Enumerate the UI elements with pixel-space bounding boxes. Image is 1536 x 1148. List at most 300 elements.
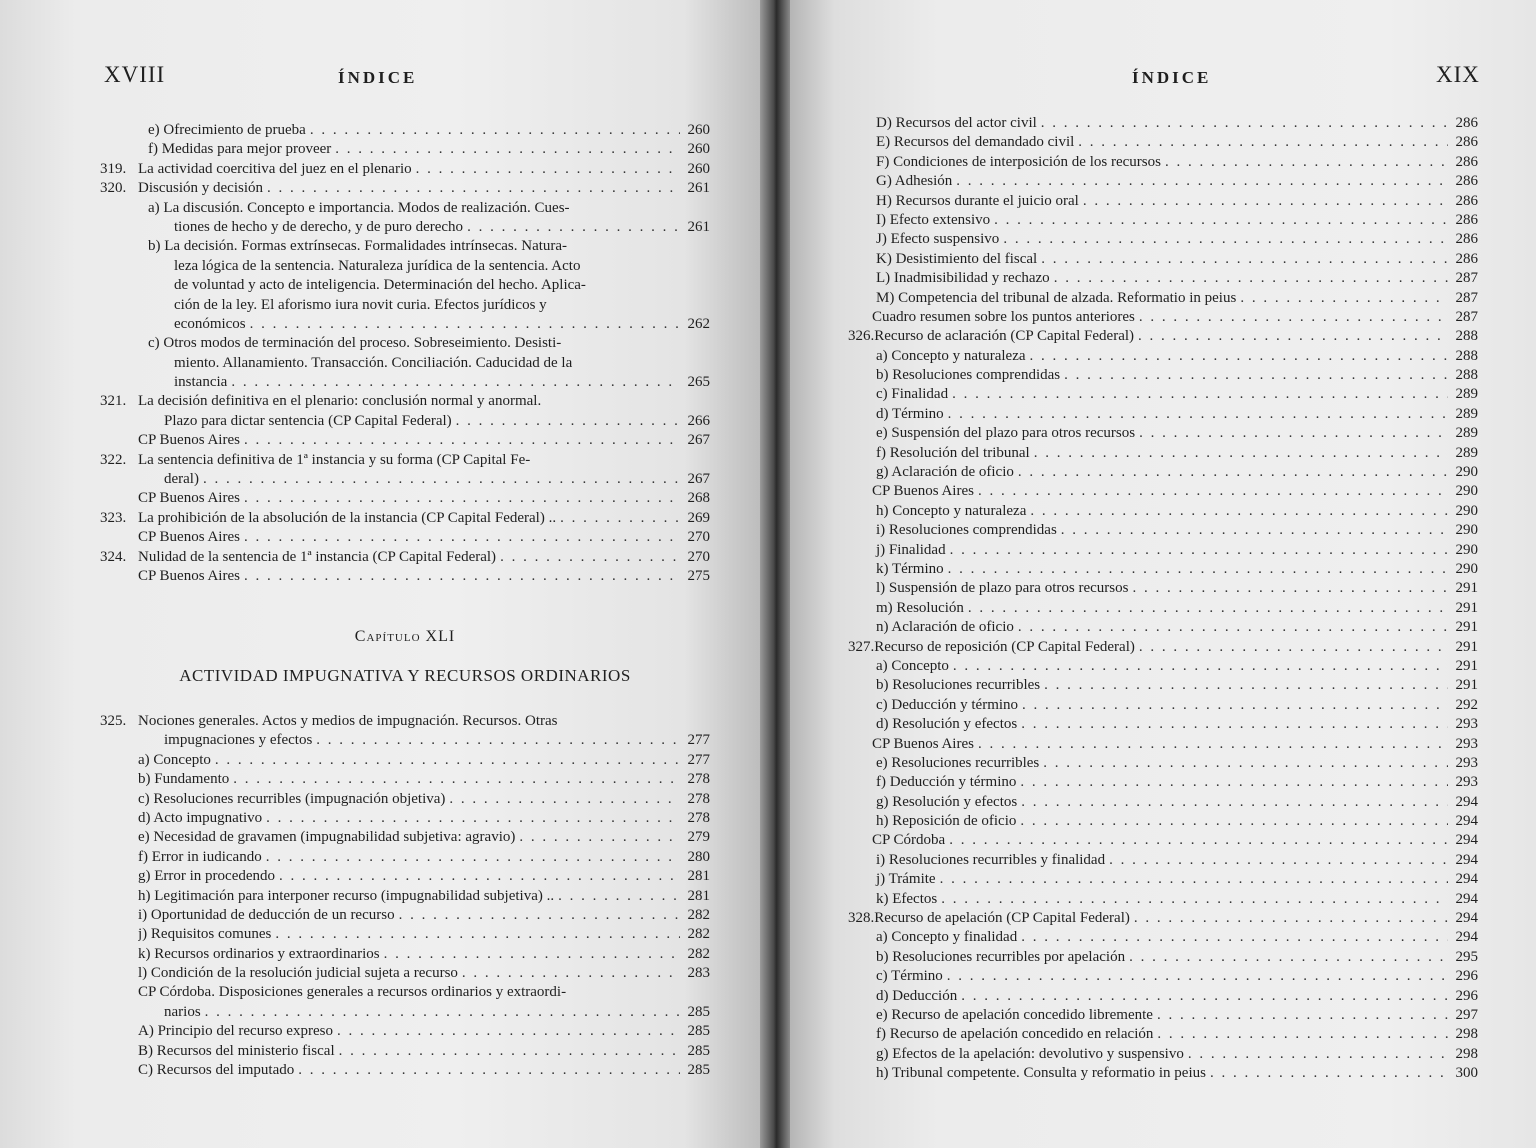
toc-line: [100, 354, 710, 373]
dot-leader: [310, 121, 680, 140]
page-number: 270: [687, 548, 710, 565]
toc-line: [100, 906, 710, 925]
dot-leader: [978, 482, 1448, 501]
dot-leader: [449, 790, 680, 809]
dot-leader: [1129, 948, 1448, 967]
entry-text: f) Resolución del tribunal: [876, 444, 1030, 461]
dot-leader: [1021, 793, 1448, 812]
left-running-head: ÍNDICE: [338, 68, 418, 87]
entry-text: impugnaciones y efectos: [164, 732, 313, 749]
dot-leader: [519, 828, 680, 847]
entry-text: F) Condiciones de interposición de los recursos: [876, 153, 1161, 170]
entry-text: g) Efectos de la apelación: devolutivo y suspensivo: [876, 1045, 1184, 1062]
right-running-head: ÍNDICE: [1132, 68, 1212, 87]
toc-line: [872, 735, 1478, 754]
toc-line: [100, 315, 710, 334]
dot-leader: [467, 218, 680, 237]
dot-leader: [1132, 579, 1448, 598]
entry-text: La actividad coercitiva del juez en el plenario: [138, 160, 412, 177]
dot-leader: [558, 887, 680, 906]
entry-text: e) Suspensión del plazo para otros recursos: [876, 425, 1136, 442]
page-number: 295: [1455, 948, 1478, 965]
toc-line: [100, 179, 710, 198]
toc-line: [100, 867, 710, 886]
page-number: 266: [687, 412, 710, 429]
toc-line: [872, 114, 1478, 133]
dot-leader: [1139, 308, 1448, 327]
toc-line: [872, 851, 1478, 870]
page-number: 294: [1455, 910, 1478, 927]
dot-leader: [948, 560, 1448, 579]
toc-line: [100, 828, 710, 847]
dot-leader: [1030, 502, 1448, 521]
dot-leader: [978, 735, 1448, 754]
toc-line: [100, 160, 710, 179]
toc-line: [100, 470, 710, 489]
page-number: 285: [687, 1042, 710, 1059]
toc-line: [872, 347, 1478, 366]
entry-text: l) Suspensión de plazo para otros recursos: [876, 580, 1129, 597]
toc-line: [872, 192, 1478, 211]
entry-text: Nulidad de la sentencia de 1ª instancia (CP Capital Federal): [138, 548, 497, 565]
page-number: 292: [1455, 696, 1478, 713]
dot-leader: [335, 140, 680, 159]
toc-line: [848, 638, 1478, 657]
entry-text: a) Concepto y finalidad: [876, 929, 1018, 946]
dot-leader: [1078, 133, 1448, 152]
dot-leader: [384, 945, 680, 964]
right-folio: XIX: [1436, 62, 1480, 87]
left-toc-bottom: [100, 712, 710, 1080]
page-number: 286: [1455, 173, 1478, 190]
page-number: 282: [687, 926, 710, 943]
page-number: 286: [1455, 211, 1478, 228]
right-page: [790, 0, 1536, 1148]
toc-line: [872, 463, 1478, 482]
toc-line: [100, 548, 710, 567]
dot-leader: [1022, 696, 1448, 715]
entry-text: d) Acto impugnativo: [138, 809, 263, 826]
toc-line: [100, 431, 710, 450]
entry-text: tiones de hecho y de derecho, y de puro derecho: [174, 218, 464, 235]
page-number: 287: [1455, 308, 1478, 325]
page-number: 270: [687, 529, 710, 546]
page-number: 286: [1455, 192, 1478, 209]
dot-leader: [560, 509, 680, 528]
toc-line: [872, 618, 1478, 637]
entry-number: 327.: [848, 638, 875, 655]
entry-text: c) Finalidad: [876, 386, 949, 403]
toc-line: [872, 541, 1478, 560]
dot-leader: [1018, 463, 1448, 482]
dot-leader: [1044, 676, 1448, 695]
toc-line: [100, 925, 710, 944]
page-number: 290: [1455, 560, 1478, 577]
entry-text: d) Deducción: [876, 987, 958, 1004]
toc-line: [100, 334, 710, 353]
entry-text: La decisión definitiva en el plenario: conclusión normal y anormal.: [138, 393, 542, 410]
page-number: 261: [687, 180, 710, 197]
page-number: 290: [1455, 483, 1478, 500]
toc-line: [872, 754, 1478, 773]
entry-text: i) Oportunidad de deducción de un recurso: [138, 906, 395, 923]
entry-text: f) Recurso de apelación concedido en relación: [876, 1026, 1154, 1043]
entry-text: c) Otros modos de terminación del proceso. Sobreseimiento. Desisti-: [148, 335, 562, 352]
page-number: 285: [687, 1062, 710, 1079]
dot-leader: [940, 870, 1448, 889]
page-number: 267: [687, 471, 710, 488]
page-number: 277: [687, 751, 710, 768]
entry-text: b) Fundamento: [138, 771, 230, 788]
entry-text: k) Término: [876, 560, 944, 577]
entry-text: L) Inadmisibilidad y rechazo: [876, 270, 1050, 287]
entry-text: h) Reposición de oficio: [876, 813, 1017, 830]
entry-text: c) Término: [876, 968, 943, 985]
entry-text: Recurso de apelación (CP Capital Federal): [874, 910, 1130, 927]
toc-line: [872, 444, 1478, 463]
entry-text: b) Resoluciones comprendidas: [876, 367, 1061, 384]
dot-leader: [416, 160, 680, 179]
dot-leader: [244, 489, 680, 508]
toc-line: [100, 983, 710, 1002]
page-number: 291: [1455, 657, 1478, 674]
toc-line: [872, 405, 1478, 424]
dot-leader: [275, 925, 680, 944]
page-number: 291: [1455, 677, 1478, 694]
toc-line: [100, 1042, 710, 1061]
entry-text: I) Efecto extensivo: [876, 211, 991, 228]
entry-text: miento. Allanamiento. Transacción. Conciliación. Caducidad de la: [174, 354, 573, 371]
entry-text: de voluntad y acto de inteligencia. Determinación del hecho. Aplica-: [174, 277, 586, 294]
toc-line: [872, 133, 1478, 152]
entry-number: 319.: [100, 160, 127, 177]
entry-text: h) Legitimación para interponer recurso (impugnabilidad subjetiva) ..: [138, 887, 555, 904]
entry-text: e) Recurso de apelación concedido libremente: [876, 1006, 1153, 1023]
dot-leader: [950, 541, 1448, 560]
entry-text: f) Error in iudicando: [138, 848, 262, 865]
page-number: 300: [1455, 1065, 1478, 1082]
page-number: 282: [687, 906, 710, 923]
page-number: 277: [687, 732, 710, 749]
dot-leader: [244, 567, 680, 586]
toc-line: [872, 1025, 1478, 1044]
toc-line: [100, 887, 710, 906]
entry-text: g) Error in procedendo: [138, 868, 276, 885]
toc-line: [100, 509, 710, 528]
toc-line: [872, 153, 1478, 172]
entry-text: CP Córdoba: [872, 832, 946, 849]
toc-line: [872, 385, 1478, 404]
entry-text: e) Necesidad de gravamen (impugnabilidad subjetiva: agravio): [138, 829, 516, 846]
entry-text: Recurso de aclaración (CP Capital Federal): [874, 328, 1135, 345]
entry-text: Nociones generales. Actos y medios de impugnación. Recursos. Otras: [138, 713, 558, 729]
toc-line: [100, 567, 710, 586]
dot-leader: [1139, 638, 1448, 657]
toc-line: [100, 945, 710, 964]
dot-leader: [203, 470, 680, 489]
toc-line: [100, 790, 710, 809]
page-number: 265: [687, 374, 710, 391]
page-number: 278: [687, 790, 710, 807]
dot-leader: [1041, 250, 1448, 269]
entry-text: c) Deducción y término: [876, 696, 1019, 713]
toc-line: [100, 964, 710, 983]
entry-text: La sentencia definitiva de 1ª instancia y su forma (CP Capital Fe-: [138, 451, 531, 468]
page-number: 293: [1455, 754, 1478, 771]
page-number: 294: [1455, 890, 1478, 907]
page-number: 294: [1455, 871, 1478, 888]
dot-leader: [1138, 327, 1448, 346]
toc-line: [872, 812, 1478, 831]
page-number: 281: [687, 887, 710, 904]
toc-line: [100, 809, 710, 828]
entry-text: m) Resolución: [876, 599, 964, 616]
dot-leader: [316, 731, 680, 750]
dot-leader: [994, 211, 1448, 230]
entry-text: E) Recursos del demandado civil: [876, 134, 1075, 151]
toc-line: [848, 327, 1478, 346]
toc-line: [100, 373, 710, 392]
page-number: 289: [1455, 405, 1478, 422]
toc-line: [100, 848, 710, 867]
toc-line: [100, 218, 710, 237]
entry-text: f) Deducción y término: [876, 774, 1017, 791]
page-number: 287: [1455, 289, 1478, 306]
entry-text: M) Competencia del tribunal de alzada. Reformatio in peius: [876, 289, 1237, 306]
entry-text: g) Resolución y efectos: [876, 793, 1018, 810]
page-number: 269: [687, 509, 710, 526]
page-number: 260: [687, 122, 710, 138]
entry-text: i) Resoluciones comprendidas: [876, 522, 1057, 539]
dot-leader: [500, 548, 680, 567]
page-number: 296: [1455, 968, 1478, 985]
dot-leader: [1030, 347, 1448, 366]
dot-leader: [1109, 851, 1448, 870]
entry-text: CP Buenos Aires: [138, 567, 240, 584]
dot-leader: [953, 657, 1448, 676]
page-number: 262: [687, 315, 710, 332]
page-number: 268: [687, 490, 710, 507]
entry-number: 321.: [100, 393, 127, 410]
page-number: 290: [1455, 464, 1478, 481]
entry-text: a) Concepto y naturaleza: [876, 347, 1026, 364]
dot-leader: [1157, 1025, 1448, 1044]
entry-text: CP Córdoba. Disposiciones generales a recursos ordinarios y extraordi-: [138, 984, 567, 1001]
toc-line: [872, 211, 1478, 230]
toc-line: [100, 257, 710, 276]
toc-line: [100, 140, 710, 159]
entry-text: d) Resolución y efectos: [876, 716, 1018, 733]
dot-leader: [1165, 153, 1448, 172]
toc-line: [848, 909, 1478, 928]
entry-text: c) Resoluciones recurribles (impugnación objetiva): [138, 790, 446, 807]
page-number: 291: [1455, 580, 1478, 597]
dot-leader: [1054, 269, 1448, 288]
toc-line: [100, 199, 710, 218]
entry-text: CP Buenos Aires: [138, 432, 240, 449]
toc-line: [100, 276, 710, 295]
dot-leader: [339, 1042, 680, 1061]
page-number: 286: [1455, 231, 1478, 248]
book-gutter: [760, 0, 790, 1148]
entry-text: j) Trámite: [876, 871, 936, 888]
page-number: 288: [1455, 347, 1478, 364]
page-number: 297: [1455, 1006, 1478, 1023]
dot-leader: [1018, 618, 1448, 637]
toc-line: [100, 237, 710, 256]
dot-leader: [949, 831, 1448, 850]
page-number: 289: [1455, 386, 1478, 403]
toc-line: [100, 731, 710, 750]
entry-text: k) Efectos: [876, 890, 938, 907]
entry-text: n) Aclaración de oficio: [876, 619, 1014, 636]
toc-line: [872, 928, 1478, 947]
dot-leader: [1041, 114, 1448, 133]
entry-number: 322.: [100, 451, 127, 468]
page-number: 260: [687, 141, 710, 158]
page-number: 294: [1455, 929, 1478, 946]
page-number: 278: [687, 809, 710, 826]
dot-leader: [266, 809, 680, 828]
chapter-label: Capítulo XLI: [354, 628, 456, 645]
entry-text: ción de la ley. El aforismo iura novit curia. Efectos jurídicos y: [174, 296, 547, 313]
toc-line: [872, 890, 1478, 909]
entry-text: h) Concepto y naturaleza: [876, 502, 1027, 519]
toc-line: [100, 392, 710, 411]
entry-number: 328.: [848, 910, 875, 927]
toc-line: [100, 1061, 710, 1080]
entry-text: instancia: [174, 374, 228, 391]
toc-line: [872, 715, 1478, 734]
entry-text: deral): [164, 471, 199, 488]
entry-text: b) La decisión. Formas extrínsecas. Formalidades intrínsecas. Natura-: [148, 238, 568, 255]
entry-text: a) Concepto: [876, 657, 949, 674]
entry-text: j) Requisitos comunes: [138, 926, 272, 943]
dot-leader: [952, 385, 1448, 404]
dot-leader: [948, 405, 1448, 424]
entry-text: CP Buenos Aires: [872, 483, 974, 500]
page-number: 286: [1455, 115, 1478, 131]
page-number: 293: [1455, 774, 1478, 791]
page-number: 291: [1455, 599, 1478, 616]
entry-number: 320.: [100, 180, 127, 197]
page-number: 289: [1455, 444, 1478, 461]
toc-line: [100, 1022, 710, 1041]
page-number: 289: [1455, 425, 1478, 442]
toc-line: [872, 269, 1478, 288]
dot-leader: [1021, 715, 1448, 734]
page-number: 260: [687, 160, 710, 177]
entry-text: j) Finalidad: [876, 541, 946, 558]
entry-text: CP Buenos Aires: [872, 735, 974, 752]
toc-line: [100, 412, 710, 431]
toc-line: [872, 967, 1478, 986]
page-number: 288: [1455, 328, 1478, 345]
entry-text: i) Resoluciones recurribles y finalidad: [876, 851, 1106, 868]
entry-text: Recurso de reposición (CP Capital Federal): [874, 638, 1135, 655]
page-number: 291: [1455, 638, 1478, 655]
toc-line: [872, 366, 1478, 385]
dot-leader: [961, 987, 1448, 1006]
dot-leader: [244, 528, 680, 547]
toc-line: [872, 308, 1478, 327]
entry-text: K) Desistimiento del fiscal: [876, 250, 1038, 267]
page-number: 283: [687, 965, 710, 982]
dot-leader: [267, 179, 680, 198]
dot-leader: [215, 751, 680, 770]
dot-leader: [456, 412, 680, 431]
dot-leader: [1210, 1064, 1448, 1083]
dot-leader: [1021, 928, 1448, 947]
toc-line: [872, 289, 1478, 308]
dot-leader: [1188, 1045, 1448, 1064]
page-number: 291: [1455, 619, 1478, 636]
toc-line: [100, 451, 710, 470]
toc-line: [872, 831, 1478, 850]
left-page: [0, 0, 760, 1148]
dot-leader: [1020, 812, 1448, 831]
dot-leader: [1034, 444, 1448, 463]
dot-leader: [1240, 289, 1448, 308]
entry-text: H) Recursos durante el juicio oral: [876, 192, 1079, 209]
dot-leader: [233, 770, 680, 789]
toc-line: [872, 676, 1478, 695]
entry-text: económicos: [174, 315, 246, 332]
toc-line: [872, 948, 1478, 967]
page-number: 280: [687, 848, 710, 865]
entry-text: CP Buenos Aires: [138, 529, 240, 546]
dot-leader: [1139, 424, 1448, 443]
toc-line: [100, 528, 710, 547]
toc-line: [872, 657, 1478, 676]
dot-leader: [244, 431, 680, 450]
page-number: 290: [1455, 502, 1478, 519]
toc-line: [872, 502, 1478, 521]
toc-line: [872, 521, 1478, 540]
entry-text: C) Recursos del imputado: [138, 1062, 295, 1079]
page-number: 278: [687, 771, 710, 788]
left-folio: XVIII: [104, 62, 166, 87]
entry-text: e) Ofrecimiento de prueba: [148, 122, 306, 138]
page-number: 275: [687, 567, 710, 584]
dot-leader: [947, 967, 1448, 986]
page-number: 286: [1455, 134, 1478, 151]
toc-line: [872, 599, 1478, 618]
toc-line: [872, 560, 1478, 579]
entry-text: Cuadro resumen sobre los puntos anteriores: [872, 308, 1135, 325]
dot-leader: [1157, 1006, 1448, 1025]
dot-leader: [1061, 521, 1448, 540]
dot-leader: [231, 373, 680, 392]
entry-text: narios: [164, 1003, 201, 1020]
dot-leader: [250, 315, 680, 334]
page-number: 293: [1455, 735, 1478, 752]
page-number: 282: [687, 945, 710, 962]
page-number: 285: [687, 1003, 710, 1020]
page-number: 287: [1455, 270, 1478, 287]
entry-text: G) Adhesión: [876, 173, 953, 190]
dot-leader: [1043, 754, 1448, 773]
entry-text: e) Resoluciones recurribles: [876, 754, 1040, 771]
entry-number: 323.: [100, 509, 127, 526]
dot-leader: [941, 890, 1448, 909]
entry-text: D) Recursos del actor civil: [876, 115, 1037, 131]
entry-text: h) Tribunal competente. Consulta y reformatio in peius: [876, 1065, 1206, 1082]
right-toc: [848, 114, 1478, 1084]
page-number: 298: [1455, 1026, 1478, 1043]
page-number: 286: [1455, 153, 1478, 170]
entry-text: a) La discusión. Concepto e importancia. Modos de realización. Cues-: [148, 199, 570, 216]
